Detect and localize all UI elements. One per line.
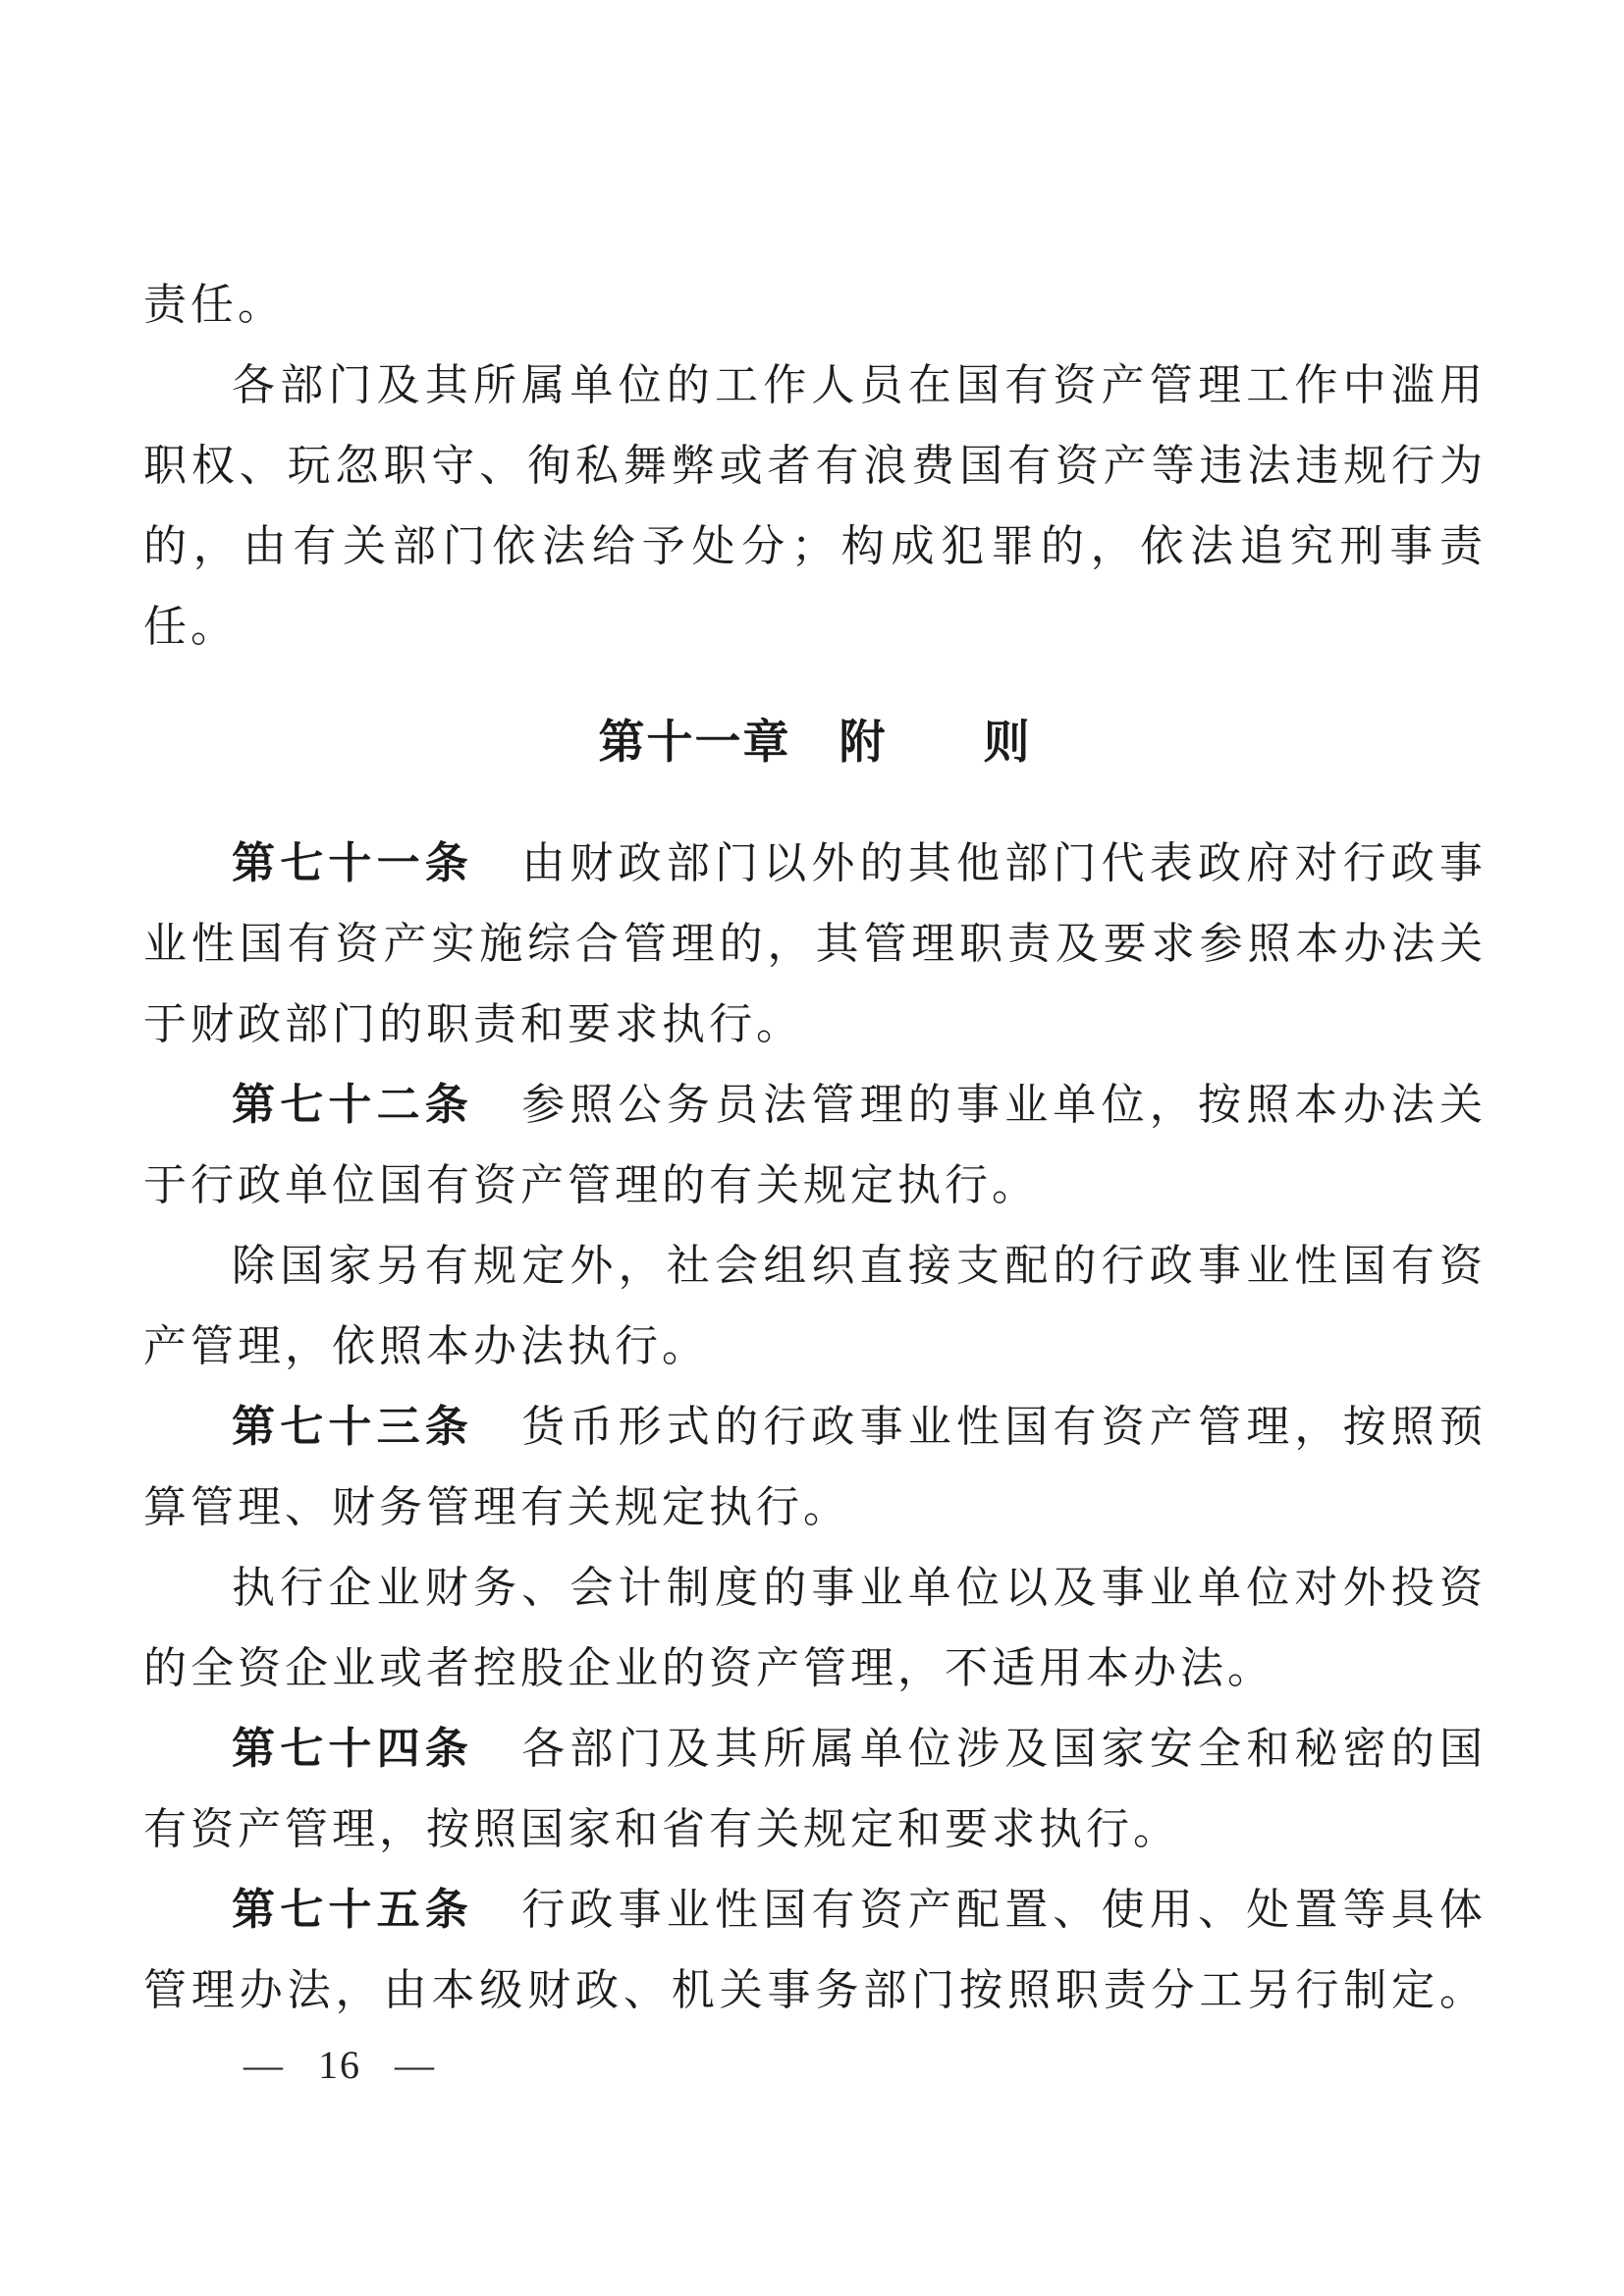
text-line [143,1146,1487,1226]
text-line [143,507,1487,587]
article-number: 第七十二条 [232,1081,473,1129]
text-segment: 执行企业财务、会计制度的事业单位以及事业单位对外投资 [232,1564,1487,1612]
article-number: 第七十五条 [232,1886,473,1934]
text-line [143,824,1487,904]
article-number: 第七十一条 [232,839,473,887]
text-segment: 第十一章 附 则 [598,718,1032,769]
text-line [143,1548,1487,1629]
article-number: 第七十三条 [232,1403,473,1451]
text-line [143,985,1487,1065]
text-segment: 各部门及其所属单位的工作人员在国有资产管理工作中滥用 [232,361,1487,409]
text-line [143,1870,1487,1950]
text-segment: 除国家另有规定外，社会组织直接支配的行政事业性国有资 [232,1242,1487,1290]
text-line [143,1950,1487,2031]
text-segment: 职权、玩忽职守、徇私舞弊或者有浪费国有资产等违法违规行为 [143,442,1487,490]
text-segment: 的全资企业或者控股企业的资产管理，不适用本办法。 [143,1644,1274,1692]
text-segment: 各部门及其所属单位涉及国家安全和秘密的国 [473,1725,1487,1773]
text-segment: 任。 [143,603,238,651]
text-segment: 的，由有关部门依法给予处分；构成犯罪的，依法追究刑事责 [143,522,1487,570]
text-line [143,1307,1487,1387]
text-line [143,1065,1487,1146]
text-segment: 管理办法，由本级财政、机关事务部门按照职责分工另行制定。 [143,1966,1487,2014]
text-line [143,1789,1487,1870]
text-segment: 货币形式的行政事业性国有资产管理，按照预 [473,1403,1487,1451]
text-segment: 有资产管理，按照国家和省有关规定和要求执行。 [143,1805,1180,1853]
text-segment: 于财政部门的职责和要求执行。 [143,1000,803,1048]
text-segment: 算管理、财务管理有关规定执行。 [143,1483,850,1531]
text-line [143,426,1487,507]
text-segment: 产管理，依照本办法执行。 [143,1322,709,1370]
text-segment: 责任。 [143,281,285,329]
text-segment: 行政事业性国有资产配置、使用、处置等具体 [473,1886,1487,1934]
text-line [143,1226,1487,1307]
text-segment: 参照公务员法管理的事业单位，按照本办法关 [473,1081,1487,1129]
page-number: — 16 — [244,2043,436,2087]
text-line [143,904,1487,985]
text-segment: 于行政单位国有资产管理的有关规定执行。 [143,1161,1039,1209]
article-number: 第七十四条 [232,1725,473,1773]
text-line [143,1387,1487,1468]
text-line [143,1629,1487,1709]
document-body [143,265,1487,2031]
text-line [143,1468,1487,1548]
text-segment: 由财政部门以外的其他部门代表政府对行政事 [473,839,1487,887]
text-line [143,587,1487,667]
text-segment: 业性国有资产实施综合管理的，其管理职责及要求参照本办法关 [143,920,1487,968]
text-line [143,265,1487,346]
text-line [143,1709,1487,1789]
chapter-heading [143,703,1487,783]
text-line [143,346,1487,426]
